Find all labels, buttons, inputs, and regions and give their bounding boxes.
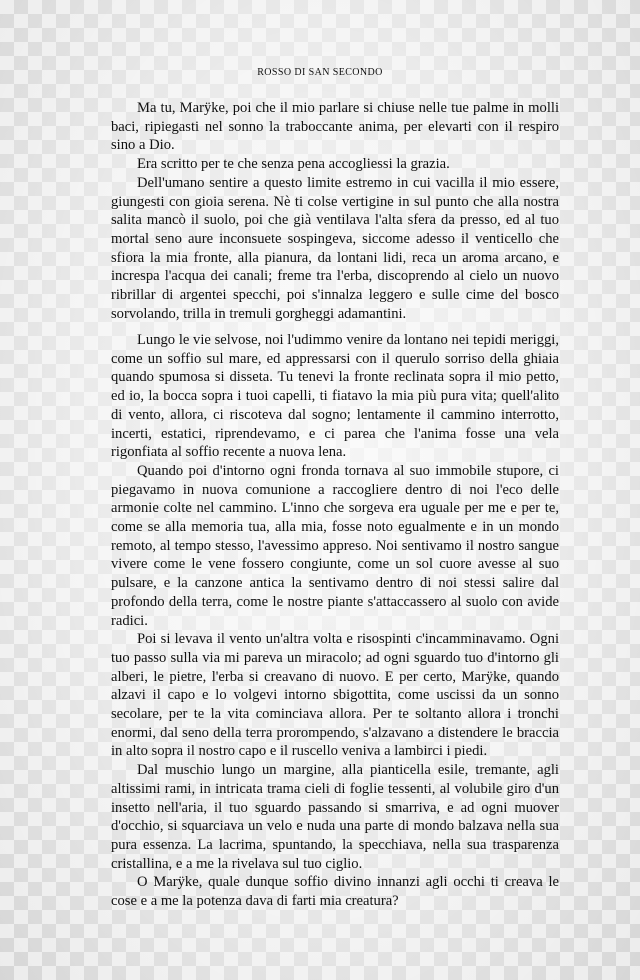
paragraph: O Marÿke, quale dunque soffio divino innanzi agli occhi ti creava le cose e a me la potenza dava di farti mia creatura?: [111, 874, 559, 910]
running-header: ROSSO DI SAN SECONDO: [257, 67, 383, 78]
paragraph: Ma tu, Marÿke, poi che il mio parlare si chiuse nelle tue palme in molli baci, ripiegasti nel sonno la traboccante anima, per elevarti con il respiro sino a Dio.: [111, 100, 559, 154]
text-section-1: [111, 99, 559, 323]
paragraph: Era scritto per te che senza pena accogliessi la grazia.: [137, 156, 450, 173]
paragraph: Dal muschio lungo un margine, alla pianticella esile, tremante, agli altissimi rami, in intricata trama cieli di foglie tessenti, al volubile giro d'un insetto nell'aria, il tuo sguardo passando si smarriva, e ad ogni muover d'occhio, si squarciava un velo e nuda una parte di mondo balzava nella sua pura essenza. La lacrima, spuntando, la specchiava, nella sua trasparenza cristallina, e a me la rivelava sul tuo ciglio.: [111, 762, 559, 872]
paragraph: Quando poi d'intorno ogni fronda tornava al suo immobile stupore, ci piegavamo in nuova comunione a raccogliere dentro di noi l'eco delle armonie colte nel cammino. L'inno che sorgeva era uguale per me e per te, come se alla memoria tua, alla mia, fosse noto egualmente e in un mondo remoto, al tempo stesso, l'avessimo appreso. Noi sentivamo il nostro sangue vivere come le vene fossero congiunte, come un sol cuore avesse al suo pulsare, e la canzone antica la sentivamo dentro di noi stessi salire dal profondo della terra, come le nostre piante s'attaccassero al suolo con avide radici.: [111, 462, 559, 629]
paragraph: Lungo le vie selvose, noi l'udimmo venire da lontano nei tepidi meriggi, come un soffio sul mare, ed appressarsi con il querulo sorriso della ghiaia quando spumosa si disseta. Tu tenevi la fronte reclinata sopra il mio petto, ed io, la bocca sopra i tuoi capelli, ti fiatavo la mia più pura vita; quell'alito di vento, allora, ci riscoteva dal sogno; lentamente il cammino interrotto, incerti, estatici, riprendevamo, e ci parea che l'anima fosse una vela rigonfiata al soffio recente a nuova lena.: [111, 332, 559, 461]
text-section-2: [111, 331, 559, 911]
paragraph: Poi si levava il vento un'altra volta e risospinti c'incamminavamo. Ogni tuo passo sulla via mi pareva un miracolo; ad ogni sguardo tuo d'intorno gli alberi, le pietre, l'erba si creavano di nuovo. E per certo, Marÿke, quando alzavi il capo e lo volgevi intorno sbigottita, come uscissi da un sonno secolare, per te la vita cominciava allora. Per te soltanto allora i tronchi enormi, dal seno della terra prorompendo, s'alzavano a distendere le braccia in alto sopra il nostro capo e il ruscello veniva a lambirci i piedi.: [111, 631, 559, 760]
paragraph: Dell'umano sentire a questo limite estremo in cui vacilla il mio essere, giungesti con gioia serena. Nè ti colse vertigine in sul punto che alla nostra salita mancò il suolo, poi che già ventilava l'alta sfera da presso, ed al tuo mortal seno aure inconsuete sospingeva, siccome adesso il venticello che sfiora la mia fronte, alla pianura, da lontani lidi, reca un aroma arcano, e increspa l'acqua dei canali; freme tra l'erba, discoprendo al cielo un nuovo ribrillar di argentei specchi, poi s'innalza leggero e sulle cime del bosco sorvolando, trilla in tremuli gorgheggi adamantini.: [111, 174, 559, 322]
